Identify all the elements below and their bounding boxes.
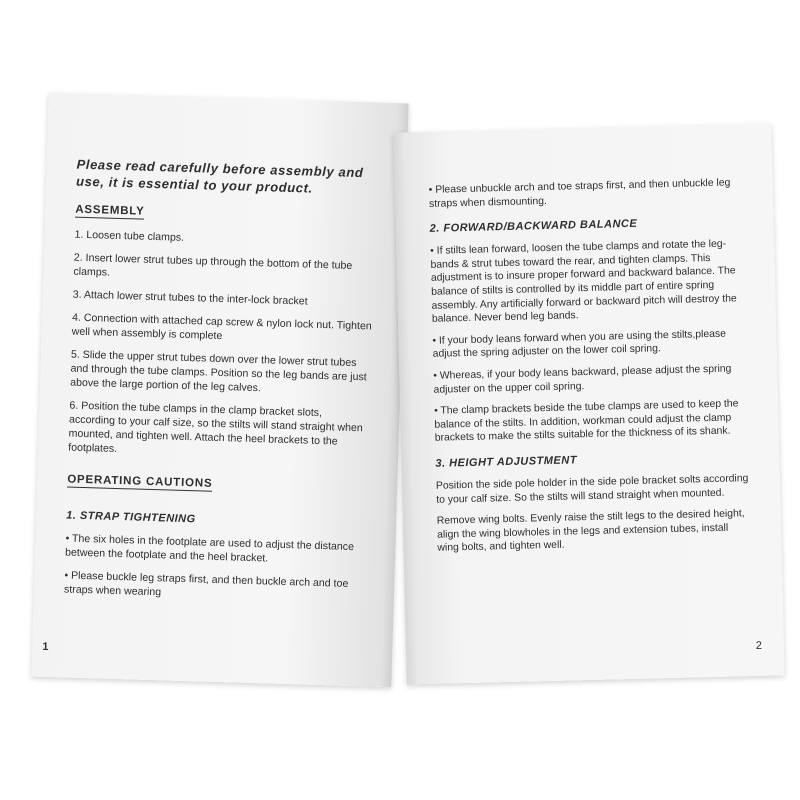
intro-note: Please read carefully before assembly and use, it is essential to your product. [75,156,364,196]
balance-heading: 2. FORWARD/BACKWARD BALANCE [429,217,638,236]
height-item-2: Remove wing bolts. Evenly raise the stilt legs to the desired height, align the wing blowholes in the legs and extension tubes, install wing bolts, and tighten well. [436,508,745,555]
assembly-step-4: 4. Connection with attached cap screw & nylon lock nut. Tighten well when assembly is complete [71,311,372,343]
page-number-left: 1 [42,640,49,654]
assembly-step-3: 3. Attach lower strut tubes to the inter-lock bracket [72,288,308,308]
assembly-step-5: 5. Slide the upper strut tubes down over the lower strut tubes and through the tube clamps. Position so the leg bands are just above the large portion of the leg calves. [69,348,367,395]
balance-item-2: • If your body leans forward when you are using the stilts,please adjust the spring adjuster on the lower coil spring. [432,328,727,361]
height-adjustment-heading: 3. HEIGHT ADJUSTMENT [435,454,578,470]
left-page [31,93,408,687]
balance-item-1: • If stilts lean forward, loosen the tube clamps and rotate the leg-bands & strut tubes toward the rear, and tighten clamps. This adjustment is to insure proper forward and backward balance. The balance of stilts is controlled by its middle part of entire spring assembly. Any artificially forward or backward pitch will destroy the balance. Never bend leg bands. [430,238,737,325]
balance-item-3: • Whereas, if your body leans backward, please adjust the spring adjuster on the upper coil spring. [433,363,732,396]
assembly-heading: ASSEMBLY [75,203,145,218]
right-page [393,123,784,684]
unbuckle-note: • Please unbuckle arch and toe straps first, and then unbuckle leg straps when dismounting. [428,177,731,210]
strap-item-2: • Please buckle leg straps first, and then buckle arch and toe straps when wearing [63,569,349,599]
balance-item-4: • The clamp brackets beside the tube clamps are used to keep the balance of the stilts. In addition, workman could adjust the clamp brackets to make the stilts suitable for the thickness of its shank. [434,398,739,445]
strap-item-1: • The six holes in the footplate are used to adjust the distance between the footplate and the heel bracket. [64,532,355,565]
height-item-1: Position the side pole holder in the side pole bracket solts according to your calf size. So the stilts will stand straight when mounted. [435,473,749,506]
assembly-step-6: 6. Position the tube clamps in the clamp bracket slots, according to your calf size, so the stilts will stand straight when mounted, and tighten well. Attach the heel brackets to the footplates. [68,399,363,455]
operating-cautions-heading: OPERATING CAUTIONS [67,473,213,490]
assembly-step-2: 2. Insert lower strut tubes up through the bottom of the tube clamps. [73,251,353,279]
page-number-right: 2 [755,639,763,652]
left-page-content [31,93,408,687]
strap-tightening-subheading: 1. STRAP TIGHTENING [66,509,196,526]
assembly-step-1: 1. Loosen tube clamps. [74,228,185,244]
right-page-content [393,123,784,684]
